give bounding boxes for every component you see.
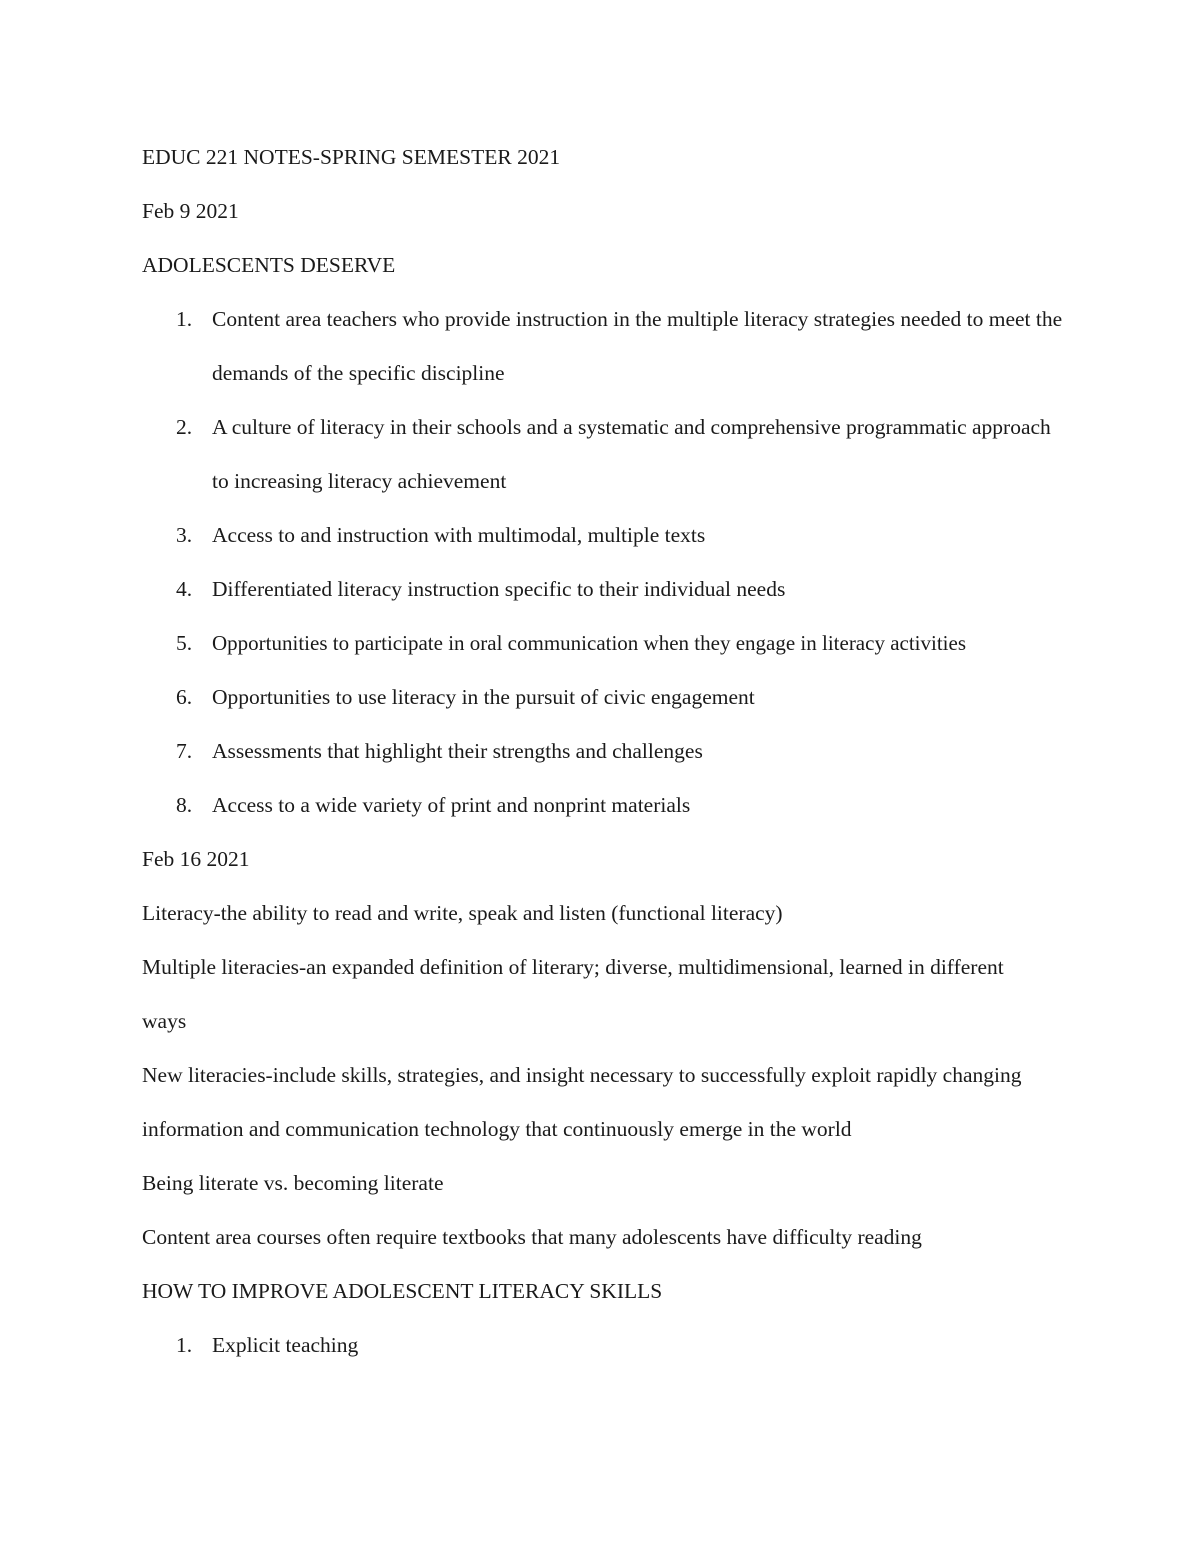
list-item-number: 4. <box>176 577 193 601</box>
list-item-number: 7. <box>176 739 193 763</box>
date-feb-9: Feb 9 2021 <box>142 199 239 223</box>
section-heading-adolescents-deserve: ADOLESCENTS DESERVE <box>142 253 396 277</box>
list-item <box>142 292 1072 400</box>
list-item-text: A culture of literacy in their schools and a systematic and comprehensive programmatic approach to increasing literacy achievement <box>212 415 1051 493</box>
list-item-text: Assessments that highlight their strengths and challenges <box>212 739 703 763</box>
list-item-text: Explicit teaching <box>212 1333 359 1357</box>
list-item <box>142 616 1072 670</box>
paragraph-multiple-literacies: Multiple literacies-an expanded definition of literary; diverse, multidimensional, learned in different ways <box>142 955 1004 1033</box>
list-item-number: 1. <box>176 307 193 331</box>
list-item-number: 8. <box>176 793 193 817</box>
list-item <box>142 724 1072 778</box>
document-body <box>142 130 1072 1372</box>
list-item-text: Differentiated literacy instruction specific to their individual needs <box>212 577 786 601</box>
adolescents-deserve-list <box>142 292 1072 832</box>
list-item <box>142 562 1072 616</box>
list-item-text: Access to and instruction with multimodal, multiple texts <box>212 523 706 547</box>
list-item-text: Opportunities to participate in oral communication when they engage in literacy activities <box>212 631 967 655</box>
list-item <box>142 1318 1072 1372</box>
list-item <box>142 670 1072 724</box>
list-item-number: 5. <box>176 631 193 655</box>
list-item <box>142 508 1072 562</box>
paragraph-being-literate: Being literate vs. becoming literate <box>142 1171 444 1195</box>
list-item-text: Access to a wide variety of print and nonprint materials <box>212 793 691 817</box>
list-item <box>142 400 1072 508</box>
list-item-number: 2. <box>176 415 193 439</box>
list-item-number: 1. <box>176 1333 193 1357</box>
list-item-text: Content area teachers who provide instruction in the multiple literacy strategies needed to meet the demands of the specific discipline <box>212 307 1063 385</box>
improve-literacy-list <box>142 1318 1072 1372</box>
list-item-number: 3. <box>176 523 193 547</box>
list-item <box>142 778 1072 832</box>
list-item-text: Opportunities to use literacy in the pursuit of civic engagement <box>212 685 755 709</box>
paragraph-new-literacies: New literacies-include skills, strategies, and insight necessary to successfully exploit rapidly changing information and communication technology that continuously emerge in the world <box>142 1063 1022 1141</box>
document-title: EDUC 221 NOTES-SPRING SEMESTER 2021 <box>142 145 561 169</box>
paragraph-content-area-courses: Content area courses often require textbooks that many adolescents have difficulty reading <box>142 1225 922 1249</box>
section-heading-improve-literacy: HOW TO IMPROVE ADOLESCENT LITERACY SKILLS <box>142 1279 663 1303</box>
paragraph-literacy-definition: Literacy-the ability to read and write, speak and listen (functional literacy) <box>142 901 783 925</box>
list-item-number: 6. <box>176 685 193 709</box>
date-feb-16: Feb 16 2021 <box>142 847 250 871</box>
